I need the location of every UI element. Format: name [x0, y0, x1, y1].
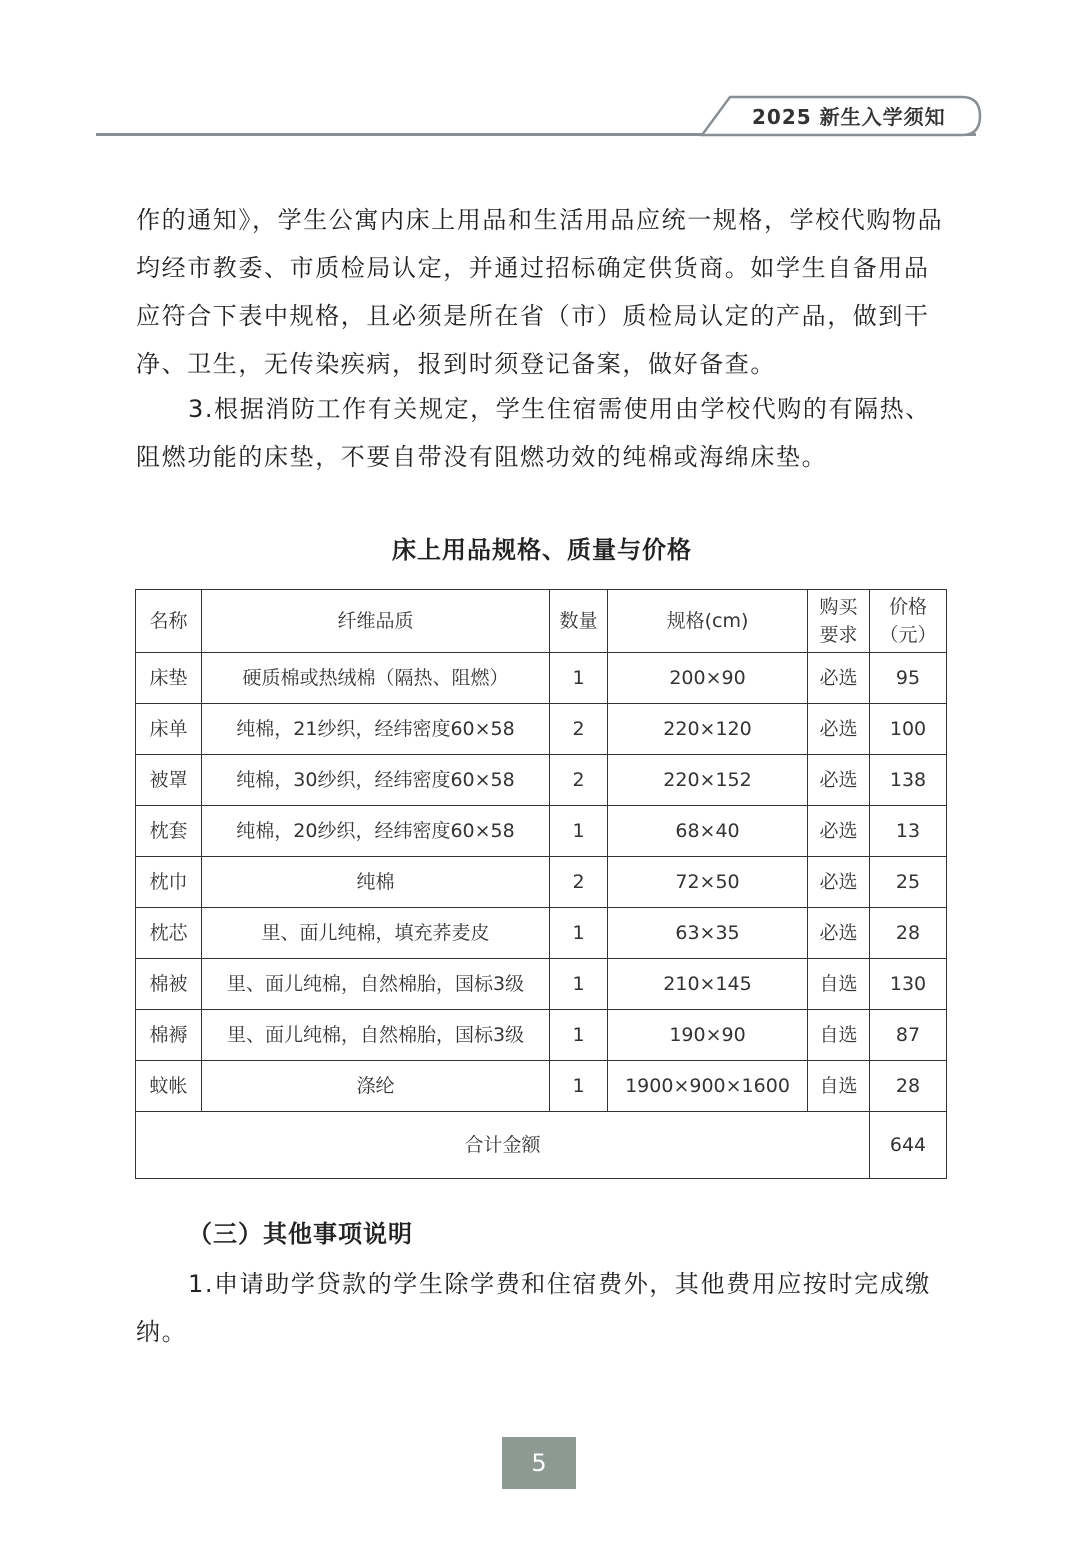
header-price-line1: 价格: [888, 596, 927, 618]
header-requirement: [808, 590, 870, 653]
cell-qty: 2: [550, 755, 608, 806]
cell-spec: 220×152: [608, 755, 808, 806]
cell-fiber: 硬质棉或热绒棉（隔热、阻燃）: [202, 653, 550, 704]
cell-qty: 1: [550, 1010, 608, 1061]
cell-fiber: 纯棉，30纱织，经纬密度60×58: [202, 755, 550, 806]
cell-req: 必选: [808, 857, 870, 908]
cell-name: 蚊帐: [136, 1061, 202, 1112]
cell-qty: 1: [550, 959, 608, 1010]
cell-price: 130: [870, 959, 947, 1010]
section-title: （三）其他事项说明: [188, 1220, 413, 1248]
cell-req: 必选: [808, 806, 870, 857]
cell-qty: 1: [550, 1061, 608, 1112]
cell-spec: 200×90: [608, 653, 808, 704]
cell-qty: 2: [550, 704, 608, 755]
cell-price: 100: [870, 704, 947, 755]
header-requirement-line2: 要求: [819, 624, 858, 646]
cell-req: 必选: [808, 755, 870, 806]
cell-fiber: 涤纶: [202, 1061, 550, 1112]
table-header-row: [136, 590, 947, 653]
header-name: 名称: [136, 590, 202, 653]
total-value: 644: [870, 1112, 947, 1179]
cell-spec: 68×40: [608, 806, 808, 857]
cell-price: 95: [870, 653, 947, 704]
cell-req: 必选: [808, 704, 870, 755]
cell-spec: 63×35: [608, 908, 808, 959]
page-number-badge: 5: [502, 1437, 576, 1489]
cell-spec: 72×50: [608, 857, 808, 908]
table-row: [136, 857, 947, 908]
header-title: 2025 新生入学须知: [752, 105, 946, 129]
table-title: 床上用品规格、质量与价格: [392, 536, 692, 564]
cell-name: 枕巾: [136, 857, 202, 908]
cell-price: 13: [870, 806, 947, 857]
header-price: [870, 590, 947, 653]
cell-price: 138: [870, 755, 947, 806]
header-requirement-line1: 购买: [819, 596, 858, 618]
cell-spec: 220×120: [608, 704, 808, 755]
cell-req: 自选: [808, 1010, 870, 1061]
cell-name: 床垫: [136, 653, 202, 704]
cell-name: 棉褥: [136, 1010, 202, 1061]
cell-fiber: 纯棉: [202, 857, 550, 908]
paragraph-notice: 作的通知》，学生公寓内床上用品和生活用品应统一规格，学校代购物品均经市教委、市质检局认定，并通过招标确定供货商。如学生自备用品应符合下表中规格，且必须是所在省（市）质检局认定的产品，做到干净、卫生，无传染疾病，报到时须登记备案，做好备查。: [136, 206, 944, 378]
header-price-line2: （元）: [879, 624, 937, 646]
table-row: [136, 1061, 947, 1112]
table-row: [136, 908, 947, 959]
cell-fiber: 里、面儿纯棉，自然棉胎，国标3级: [202, 959, 550, 1010]
cell-fiber: 里、面儿纯棉，填充荞麦皮: [202, 908, 550, 959]
cell-spec: 190×90: [608, 1010, 808, 1061]
table-total-row: [136, 1112, 947, 1179]
table-row: [136, 1010, 947, 1061]
table-row: [136, 704, 947, 755]
cell-req: 自选: [808, 959, 870, 1010]
paragraph-fire-safety: 3.根据消防工作有关规定，学生住宿需使用由学校代购的有隔热、阻燃功能的床垫，不要自带没有阻燃功效的纯棉或海绵床垫。: [136, 395, 931, 471]
cell-name: 床单: [136, 704, 202, 755]
table-row: [136, 653, 947, 704]
cell-price: 87: [870, 1010, 947, 1061]
cell-spec: 210×145: [608, 959, 808, 1010]
table-row: [136, 755, 947, 806]
cell-req: 必选: [808, 908, 870, 959]
header-spec: 规格(cm): [608, 590, 808, 653]
cell-req: 必选: [808, 653, 870, 704]
cell-name: 枕套: [136, 806, 202, 857]
cell-qty: 1: [550, 806, 608, 857]
cell-fiber: 纯棉，20纱织，经纬密度60×58: [202, 806, 550, 857]
table-row: [136, 806, 947, 857]
cell-qty: 1: [550, 908, 608, 959]
cell-fiber: 里、面儿纯棉，自然棉胎，国标3级: [202, 1010, 550, 1061]
cell-qty: 1: [550, 653, 608, 704]
cell-fiber: 纯棉，21纱织，经纬密度60×58: [202, 704, 550, 755]
cell-name: 棉被: [136, 959, 202, 1010]
header-fiber: 纤维品质: [202, 590, 550, 653]
total-label: 合计金额: [136, 1112, 870, 1179]
bedding-spec-table: [135, 589, 947, 1179]
table-row: [136, 959, 947, 1010]
cell-req: 自选: [808, 1061, 870, 1112]
cell-name: 被罩: [136, 755, 202, 806]
paragraph-loan: 1.申请助学贷款的学生除学费和住宿费外，其他费用应按时完成缴纳。: [136, 1270, 931, 1346]
cell-spec: 1900×900×1600: [608, 1061, 808, 1112]
cell-name: 枕芯: [136, 908, 202, 959]
cell-price: 28: [870, 908, 947, 959]
cell-price: 28: [870, 1061, 947, 1112]
cell-price: 25: [870, 857, 947, 908]
cell-qty: 2: [550, 857, 608, 908]
header-qty: 数量: [550, 590, 608, 653]
